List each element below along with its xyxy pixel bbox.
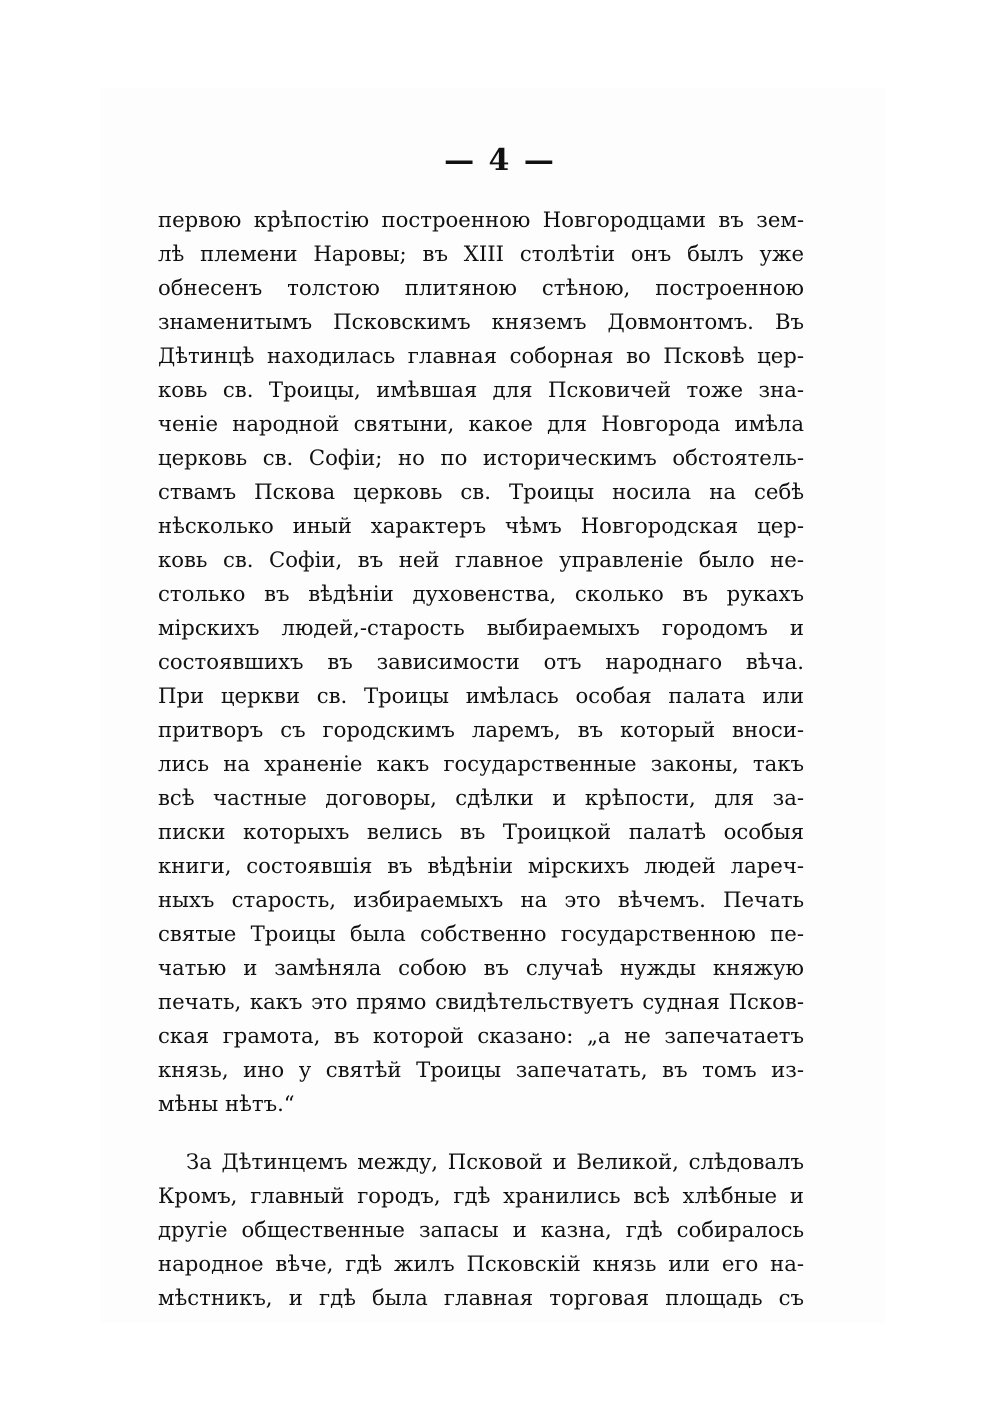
body-text xyxy=(158,203,804,1315)
text-line: нѣсколько иный характеръ чѣмъ Новгородская цер- xyxy=(158,513,804,538)
text-line: ковь св. Троицы, имѣвшая для Псковичей тоже зна- xyxy=(158,377,804,402)
paragraph-1 xyxy=(158,203,804,1121)
text-line: святые Троицы была собственно государственною пе- xyxy=(158,921,804,946)
text-line: обнесенъ толстою плитяною стѣною, построенною xyxy=(158,275,804,300)
text-line: книги, состоявшія въ вѣдѣніи мірскихъ людей лареч- xyxy=(158,853,804,878)
text-line: печать, какъ это прямо свидѣтельствуетъ судная Псков- xyxy=(158,989,804,1014)
text-line: ныхъ старость, избираемыхъ на это вѣчемъ. Печать xyxy=(158,887,804,912)
text-line: князь, ино у святѣй Троицы запечатать, въ томъ из- xyxy=(158,1057,804,1082)
paragraph-gap xyxy=(158,1121,804,1145)
text-line: мѣны нѣтъ.“ xyxy=(158,1091,295,1116)
text-line: народное вѣче, гдѣ жилъ Псковскій князь или его на- xyxy=(158,1251,804,1276)
text-line: первою крѣпостію построенною Новгородцами въ зем- xyxy=(158,207,804,232)
text-line: мірскихъ людей,-старость выбираемыхъ городомъ и xyxy=(158,615,804,640)
text-line: притворъ съ городскимъ ларемъ, въ который вноси- xyxy=(158,717,804,742)
text-line: столько въ вѣдѣніи духовенства, сколько въ рукахъ xyxy=(158,581,804,606)
text-line: лѣ племени Наровы; въ XIII столѣтіи онъ былъ уже xyxy=(158,241,804,266)
text-line: ская грамота, въ которой сказано: „а не запечатаетъ xyxy=(158,1023,804,1048)
text-line: ченіе народной святыни, какое для Новгорода имѣла xyxy=(158,411,804,436)
page-number: — 4 — xyxy=(444,143,556,178)
text-line: церковь св. Софіи; но по историческимъ обстоятель- xyxy=(158,445,804,470)
text-line: ковь св. Софіи, въ ней главное управленіе было не- xyxy=(158,547,804,572)
text-line: ствамъ Пскова церковь св. Троицы носила на себѣ xyxy=(158,479,804,504)
text-line: писки которыхъ велись въ Троицкой палатѣ особыя xyxy=(158,819,804,844)
text-line: чатью и замѣняла собою въ случаѣ нужды княжую xyxy=(158,955,804,980)
text-line: лись на храненіе какъ государственные законы, такъ xyxy=(158,751,804,776)
text-line: Дѣтинцѣ находилась главная соборная во Псковѣ цер- xyxy=(158,343,804,368)
text-line: всѣ частные договоры, сдѣлки и крѣпости, для за- xyxy=(158,785,804,810)
paragraph-2 xyxy=(158,1145,804,1315)
text-line: другіе общественные запасы и казна, гдѣ собиралось xyxy=(158,1217,804,1242)
text-line: Кромъ, главный городъ, гдѣ хранились всѣ хлѣбные и xyxy=(158,1183,804,1208)
text-line: мѣстникъ, и гдѣ была главная торговая площадь съ xyxy=(158,1285,804,1310)
text-line: При церкви св. Троицы имѣлась особая палата или xyxy=(158,683,804,708)
text-line: состоявшихъ въ зависимости отъ народнаго вѣча. xyxy=(158,649,804,674)
text-line: За Дѣтинцемъ между, Псковой и Великой, слѣдовалъ xyxy=(186,1149,804,1174)
text-line: знаменитымъ Псковскимъ княземъ Довмонтомъ. Въ xyxy=(158,309,804,334)
